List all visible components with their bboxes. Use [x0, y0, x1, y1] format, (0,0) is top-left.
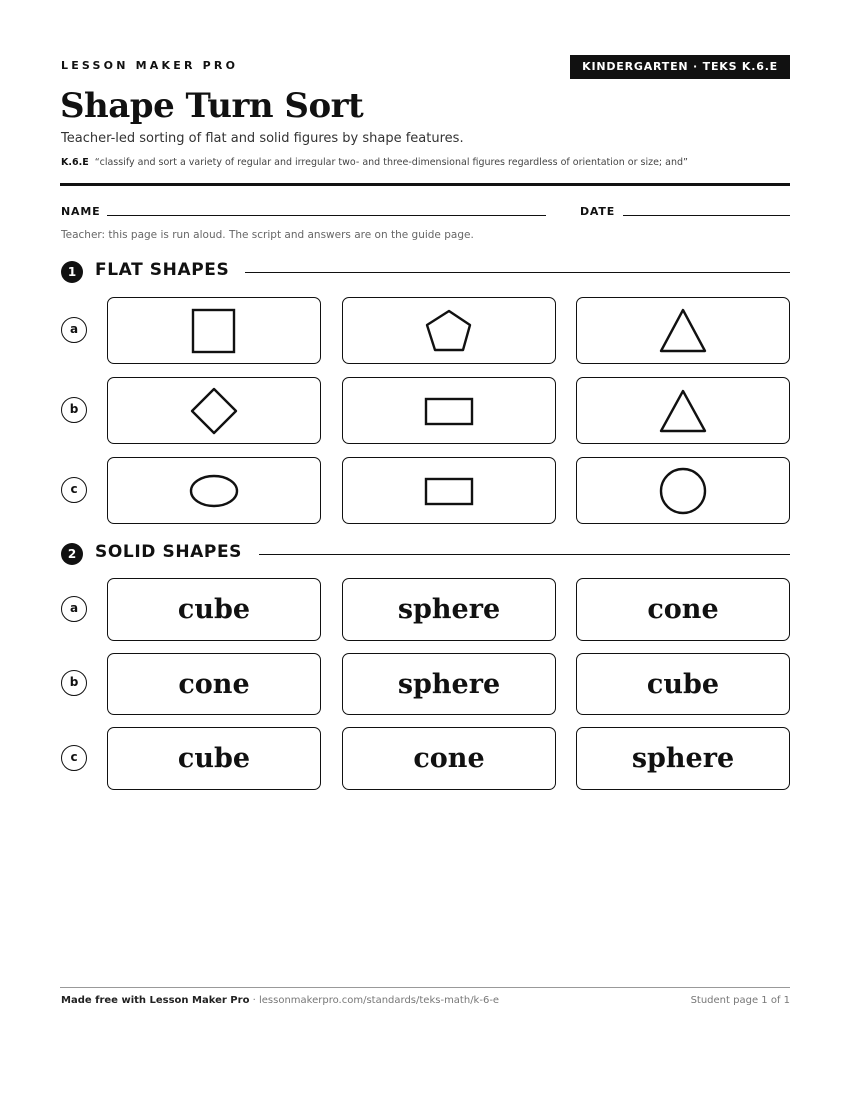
footer-separator: · — [249, 995, 259, 1006]
standard-code: K.6.E — [61, 157, 89, 168]
word-card[interactable] — [576, 727, 790, 790]
shape-card[interactable] — [342, 377, 556, 444]
word-card[interactable] — [107, 653, 321, 715]
date-label: DATE — [580, 205, 616, 218]
section-title-flat-shapes: FLAT SHAPES — [95, 260, 230, 280]
shape-card[interactable] — [576, 377, 790, 444]
row-letter: c — [61, 745, 87, 771]
row-letter: c — [61, 477, 87, 503]
footer-made-with: Made free with Lesson Maker Pro — [61, 995, 250, 1006]
standard-text: “classify and sort a variety of regular and irregular two- and three-dimensional figures regardless of orientation or size; and” — [94, 157, 688, 168]
section-number: 2 — [61, 543, 83, 565]
word-card[interactable] — [107, 578, 321, 641]
shape-card[interactable] — [576, 457, 790, 524]
shape-word: cone — [647, 594, 719, 625]
shape-word: sphere — [397, 594, 501, 625]
footer-url[interactable]: lessonmakerpro.com/standards/teks-math/k-6-e — [258, 995, 500, 1006]
footer-divider — [60, 987, 790, 988]
footer-page-number: Student page 1 of 1 — [690, 995, 790, 1006]
grade-badge: KINDERGARTEN · TEKS K.6.E — [570, 55, 790, 79]
shape-card[interactable] — [107, 457, 321, 524]
teacher-note: Teacher: this page is run aloud. The script and answers are on the guide page. — [61, 229, 474, 241]
name-field[interactable] — [107, 215, 546, 216]
shape-word: cube — [177, 594, 251, 625]
section-number: 1 — [61, 261, 83, 283]
diamond-icon — [184, 383, 244, 439]
word-card[interactable] — [342, 578, 556, 641]
shape-word: cube — [177, 743, 251, 774]
oval-icon — [184, 463, 244, 519]
triangle-icon — [653, 303, 713, 359]
word-card[interactable] — [342, 653, 556, 715]
word-card[interactable] — [342, 727, 556, 790]
circle-icon — [653, 463, 713, 519]
row-letter: a — [61, 317, 87, 343]
footer-credit — [61, 995, 499, 1006]
word-card[interactable] — [107, 727, 321, 790]
shape-card[interactable] — [107, 297, 321, 364]
pentagon-icon — [419, 303, 479, 359]
shape-card[interactable] — [107, 377, 321, 444]
shape-card[interactable] — [342, 457, 556, 524]
page-subtitle: Teacher-led sorting of flat and solid figures by shape features. — [61, 131, 464, 146]
row-letter: a — [61, 596, 87, 622]
section-divider — [259, 554, 790, 555]
shape-card[interactable] — [576, 297, 790, 364]
header-divider — [60, 183, 790, 186]
word-card[interactable] — [576, 653, 790, 715]
shape-word: cone — [178, 668, 250, 700]
rectangle-icon — [419, 383, 479, 439]
word-card[interactable] — [576, 578, 790, 641]
standard-line — [61, 157, 688, 168]
row-letter: b — [61, 670, 87, 696]
page-title: Shape Turn Sort — [60, 86, 364, 126]
brand-name: LESSON MAKER PRO — [61, 59, 239, 72]
square-icon — [184, 303, 244, 359]
shape-word: cone — [413, 743, 485, 774]
shape-card[interactable] — [342, 297, 556, 364]
date-field[interactable] — [623, 215, 790, 216]
section-divider — [245, 272, 790, 273]
row-letter: b — [61, 397, 87, 423]
name-label: NAME — [61, 205, 101, 218]
shape-word: sphere — [397, 668, 501, 700]
shape-word: sphere — [631, 743, 735, 774]
rectangle-icon — [419, 463, 479, 519]
shape-word: cube — [646, 668, 720, 700]
triangle-icon — [653, 383, 713, 439]
section-title-solid-shapes: SOLID SHAPES — [95, 542, 243, 562]
